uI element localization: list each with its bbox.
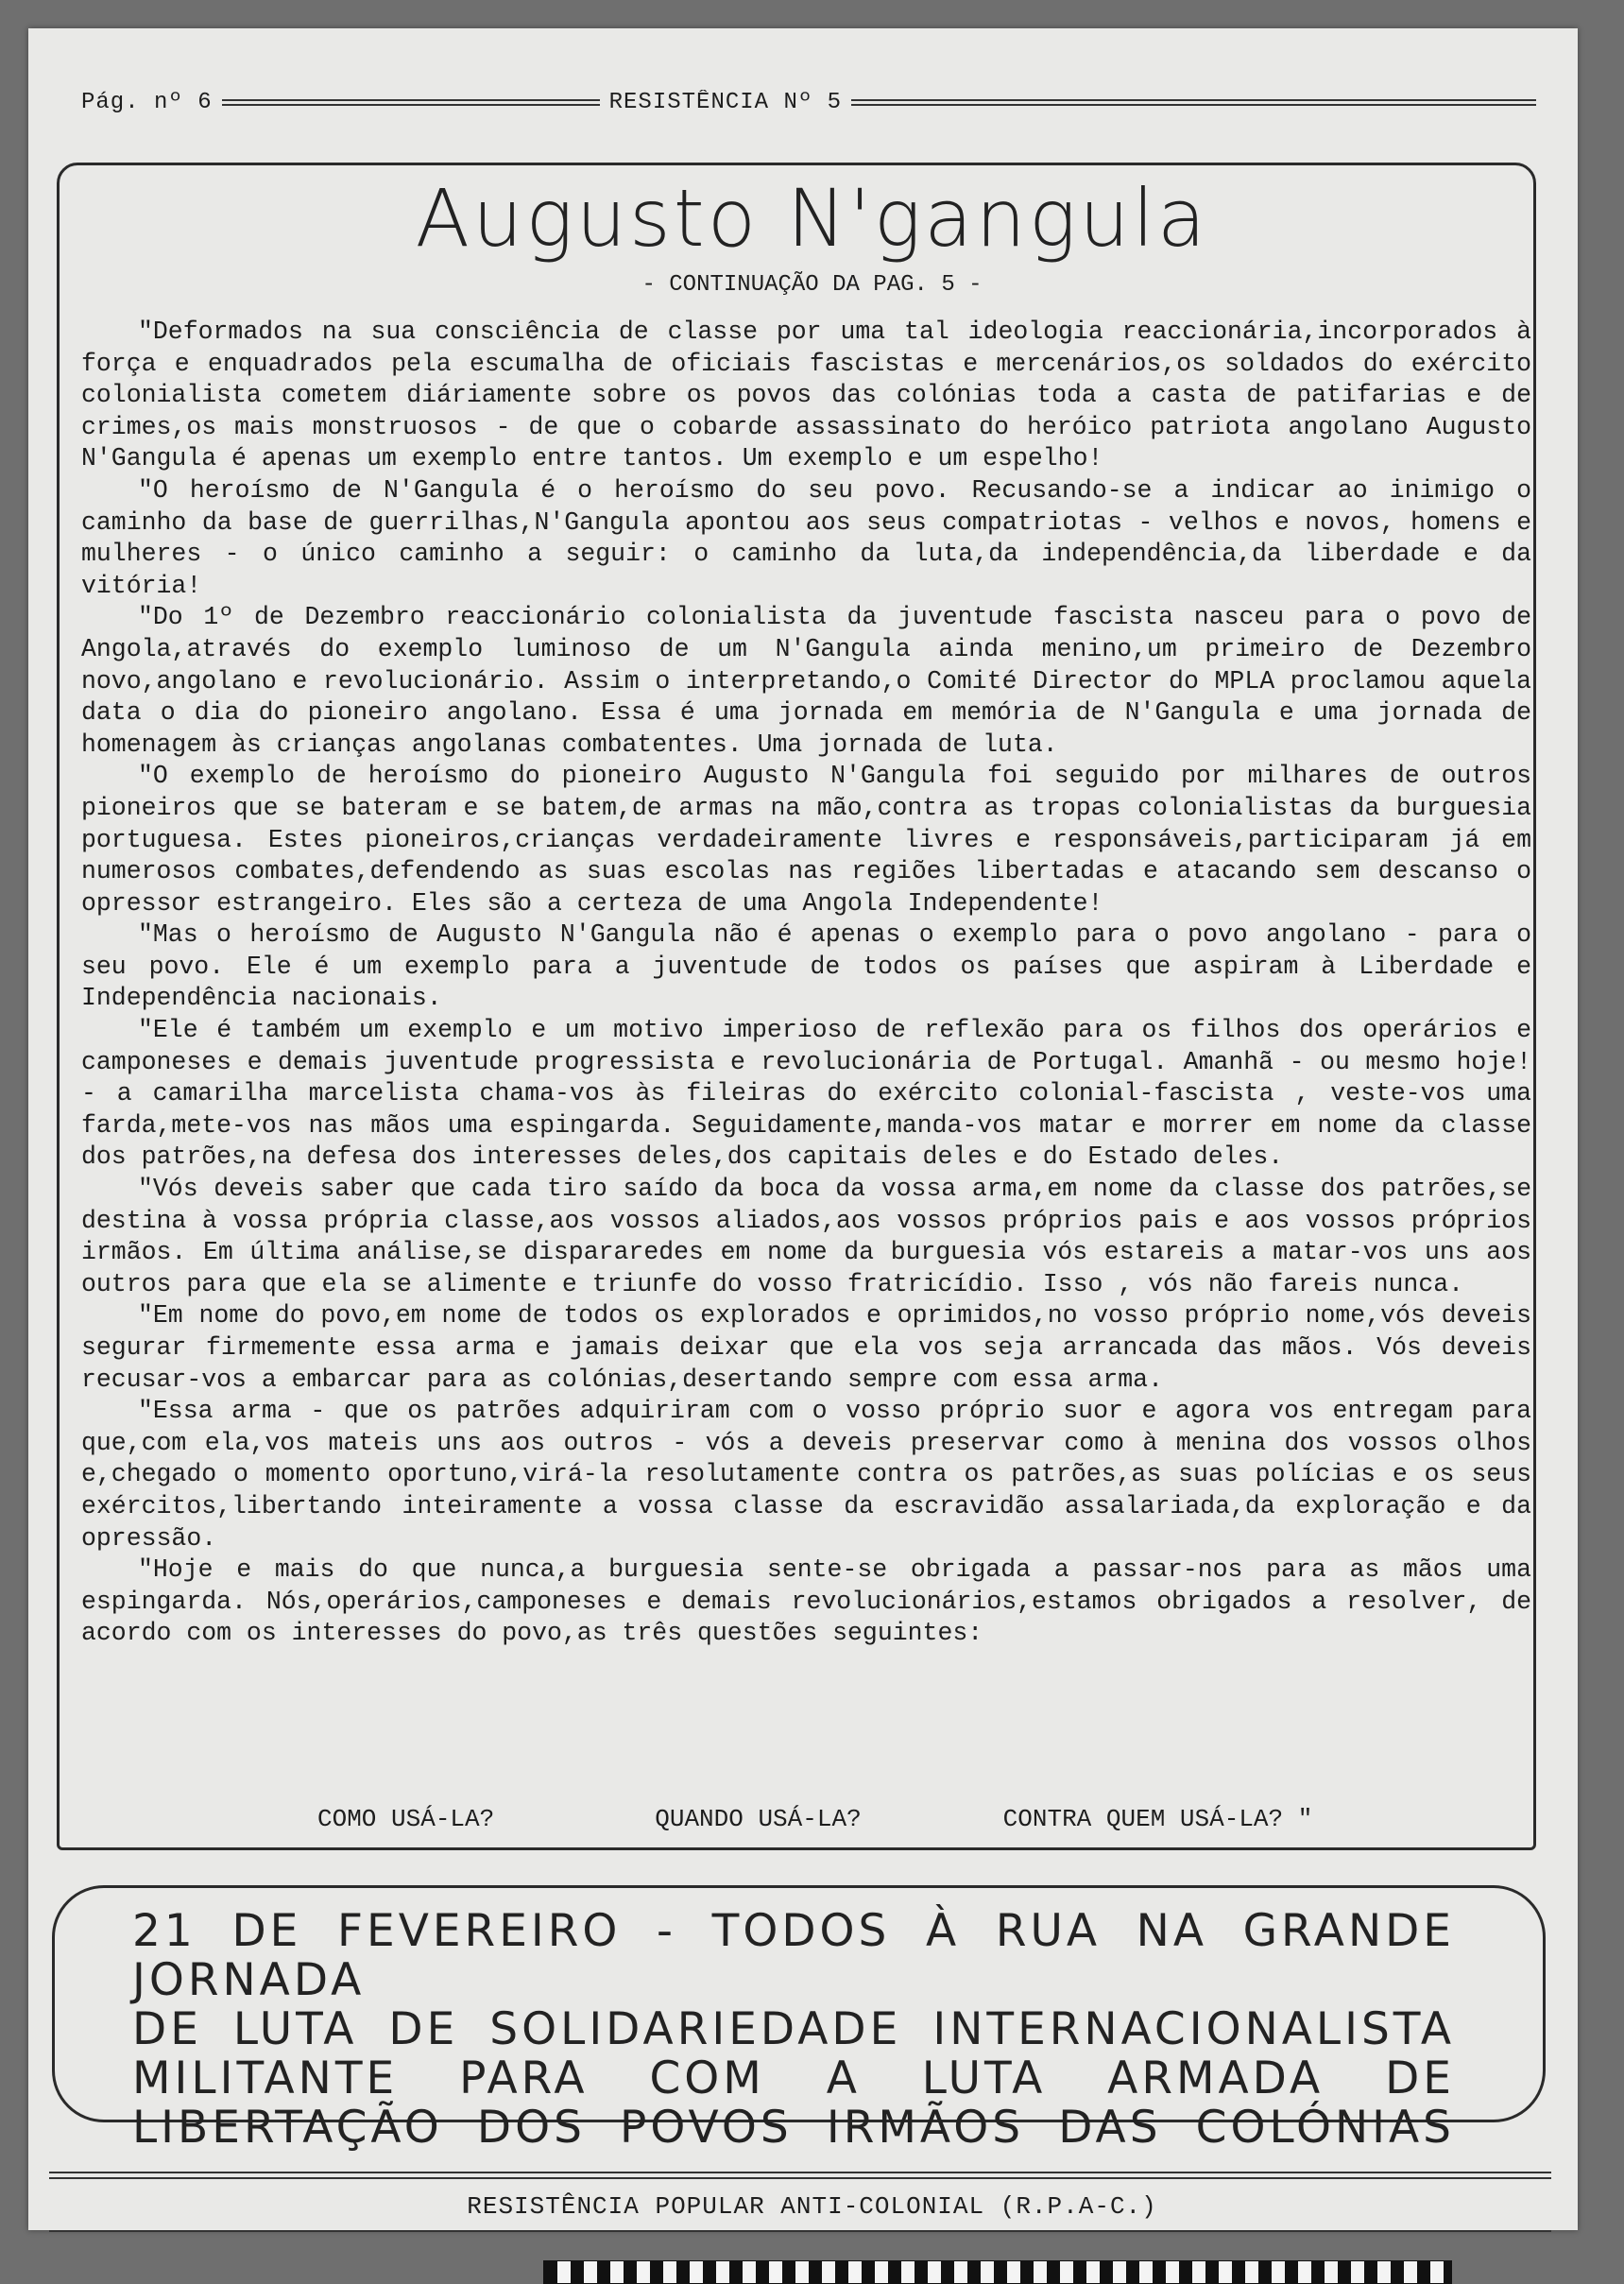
paragraph: "Essa arma - que os patrões adquiriram com o vosso próprio suor e agora vos entregam para que,com ela,vos mateis uns aos outros - vós a deveis preservar como à menina dos vossos olhos e,chegado o momento oportuno,virá-la resolutamente contra os patrões,as suas polícias e os seus exércitos,libertando inteiramente a vossa classe da escravidão assalariada,da exploração e da opressão.	[81, 1397, 1531, 1553]
paragraph: "Hoje e mais do que nunca,a burguesia sente-se obrigada a passar-nos para as mãos uma espingarda. Nós,operários,camponeses e demais revolucionários,estamos obrigados a resolver, de acordo com os interesses do povo,as três questões seguintes:	[81, 1555, 1531, 1648]
publication-title: RESISTÊNCIA Nº 5	[608, 90, 843, 115]
paragraph: "Deformados na sua consciência de classe por uma tal ideologia reaccionária,incorporados à força e enquadrados pela escumalha de oficiais fascistas e mercenários,os soldados do exército colonialista cometem diáriamente sobre os povos das colónias toda a casta de patifarias e de crimes,os mais monstruosos - de que o cobarde assassinato do heróico patriota angolano Augusto N'Gangula é apenas um exemplo entre tantos. Um exemplo e um espelho!	[81, 318, 1531, 473]
scale-ruler	[543, 2260, 1452, 2284]
question-when: QUANDO USÁ-LA?	[655, 1805, 862, 1833]
header-rule-right	[851, 99, 1536, 106]
paragraph: "Em nome do povo,em nome de todos os explorados e oprimidos,no vosso próprio nome,vós deveis segurar firmemente essa arma e jamais deixar que ela vos seja arrancada das mãos. Vós deveis recusar-vos a embarcar para as colónias,desertando sempre com essa arma.	[81, 1301, 1531, 1394]
banner-line: MILITANTE PARA COM A LUTA ARMADA DE	[132, 2052, 1455, 2104]
question-against-whom: CONTRA QUEM USÁ-LA? "	[1002, 1805, 1313, 1833]
paragraph: "Vós deveis saber que cada tiro saído da boca da vossa arma,em nome da classe dos patrões,se destina à vossa própria classe,aos vossos aliados,aos vossos próprios pais e aos vossos próprios irmãos. Em última análise,se dispararedes em nome da burguesia vós estareis a matar-vos uns aos outros para que ela se alimente e triunfe do vosso fratricídio. Isso , vós não fareis nunca.	[81, 1175, 1531, 1298]
article-body	[81, 317, 1531, 1650]
paragraph: "O heroísmo de N'Gangula é o heroísmo do seu povo. Recusando-se a indicar ao inimigo o caminho da base de guerrilhas,N'Gangula apontou aos seus compatriotas - velhos e novos, homens e mulheres - o único caminho a seguir: o caminho da luta,da independência,da liberdade e da vitória!	[81, 475, 1531, 600]
paragraph: "Do 1º de Dezembro reaccionário colonialista da juventude fascista nasceu para o povo de Angola,através do exemplo luminoso de um N'Gangula ainda menino,um primeiro de Dezembro novo,angolano e revolucionário. Assim o interpretando,o Comité Director do MPLA proclamou aquela data o dia do pioneiro angolano. Essa é uma jornada em memória de N'Gangula e uma jornada de homenagem às crianças angolanas combatentes. Uma jornada de luta.	[81, 603, 1531, 759]
footer-rule	[49, 2172, 1551, 2179]
paragraph: "Ele é também um exemplo e um motivo imperioso de reflexão para os filhos dos operários e camponeses e demais juventude progressista e revolucionária de Portugal. Amanhã - ou mesmo hoje! - a camarilha marcelista chama-vos às fileiras do exército colonial-fascista , veste-vos uma farda,mete-vos nas mãos uma espingarda. Seguidamente,manda-vos matar e morrer em nome da classe dos patrões,na defesa dos interesses deles,dos capitais deles e do Estado deles.	[81, 1016, 1531, 1172]
footer-text: RESISTÊNCIA POPULAR ANTI-COLONIAL (R.P.A-C.)	[467, 2192, 1157, 2221]
banner-line: 21 DE FEVEREIRO - TODOS À RUA NA GRANDE JORNADA	[132, 1905, 1455, 2006]
page-number: Pág. nº 6	[81, 90, 213, 115]
banner-line: LIBERTAÇÃO DOS POVOS IRMÃOS DAS COLÓNIAS	[132, 2102, 1455, 2154]
footer-rule-bottom	[49, 2230, 1551, 2232]
banner-text	[132, 1907, 1455, 2153]
question-how: COMO USÁ-LA?	[317, 1805, 495, 1833]
banner-line: DE LUTA DE SOLIDARIEDADE INTERNACIONALISTA	[132, 2003, 1455, 2055]
article-title: Augusto N'gangula	[415, 172, 1209, 265]
page-header	[81, 90, 1536, 115]
article-subtitle: - CONTINUAÇÃO DA PAG. 5 -	[641, 272, 983, 298]
header-rule-left	[222, 99, 600, 106]
paragraph: "Mas o heroísmo de Augusto N'Gangula não é apenas o exemplo para o povo angolano - para o seu povo. Ele é um exemplo para a juventude de todos os países que aspiram à Liberdade e Independência nacionais.	[81, 920, 1531, 1013]
paragraph: "O exemplo de heroísmo do pioneiro Augusto N'Gangula foi seguido por milhares de outros pioneiros que se bateram e se batem,de armas na mão,contra as tropas colonialistas da burguesia portuguesa. Estes pioneiros,crianças verdadeiramente livres e responsáveis,participaram já em numerosos combates,defendendo as suas escolas nas regiões libertadas e atacando sem descanso o opressor estrangeiro. Eles são a certeza de uma Angola Independente!	[81, 762, 1531, 918]
questions-row	[81, 1805, 1531, 1833]
